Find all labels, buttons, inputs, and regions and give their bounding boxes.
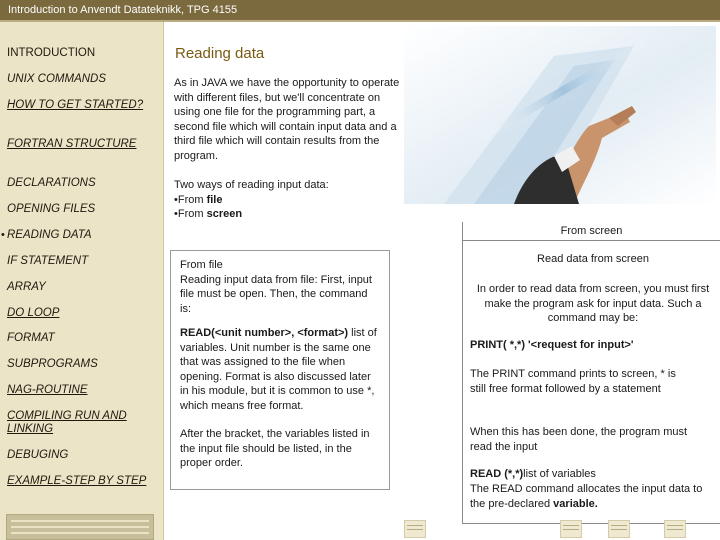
ways-item-screen: •From screen [174,208,243,220]
sidebar-item-format[interactable]: FORMAT [7,332,55,344]
after-bracket-text: After the bracket, the variables listed in the input file should be listed, in the proper order. [180,428,370,469]
read-command-desc: READ(<unit number>, <format>) list of variables. Unit number is the same one that was assigned to the file when opening. Format is also discussed later in his module, but it is common to use *, which means free format. [180,327,377,412]
intro-paragraph: As in JAVA we have the opportunity to operate with different files, but we'll concentrate on using one file for the programming part, a second file which will contain input data and a third file which will contain results from the program. [174,77,400,162]
sidebar-nav [0,22,164,540]
sidebar-item-example-step-by-step[interactable]: EXAMPLE-STEP BY STEP [7,475,147,487]
screen-print-command: PRINT( *,*) '<request for input>' [470,339,634,351]
sidebar-item-fortran-structure[interactable]: FORTRAN STRUCTURE [7,138,137,150]
screen-p1: Read data from screen [537,253,649,265]
current-item-bullet: • [1,229,5,241]
screen-p5: When this has been done, the program must read the input [470,426,688,453]
sidebar-item-subprograms[interactable]: SUBPROGRAMS [7,358,98,370]
footer-logo-icon [404,520,426,538]
screen-p7: The READ command allocates the input data to the pre-declared variable. [470,483,703,510]
footer-logo-icon [664,520,686,538]
sidebar-item-unix-commands[interactable]: UNIX COMMANDS [7,73,107,85]
sidebar-item-array[interactable]: ARRAY [7,281,46,293]
sidebar-item-debuging[interactable]: DEBUGING [7,449,69,461]
sidebar-item-do-loop[interactable]: DO LOOP [7,307,60,319]
ways-item-file: •From file [174,193,223,206]
ways-list [174,178,402,222]
sidebar-item-declarations[interactable]: DECLARATIONS [7,177,96,189]
screen-p2: In order to read data from screen, you must first make the program ask for input data. Such a command may be: [476,283,710,324]
footer-logo-icon [560,520,582,538]
from-file-content [180,258,380,471]
faculty-logo-icon [6,514,154,540]
sidebar-item-nag-routine[interactable]: NAG-ROUTINE [7,384,88,396]
sidebar-item-reading-data[interactable] [1,229,157,242]
from-screen-header: From screen [463,222,720,241]
sidebar-item-if-statement[interactable]: IF STATEMENT [7,255,89,267]
sidebar-item-introduction[interactable]: INTRODUCTION [7,47,96,59]
pointing-hand-photo-icon [404,26,716,204]
sidebar-item-how-to-get-started[interactable]: HOW TO GET STARTED? [7,99,144,111]
page-title: Reading data [175,45,265,62]
from-file-title: From file [180,259,223,271]
window-title: Introduction to Anvendt Datateknikk, TPG 4155 [8,4,238,16]
from-file-text: Reading input data from file: First, input file must be open. Then, the command is: [180,273,372,315]
ways-title: Two ways of reading input data: [174,179,329,191]
screen-read-command: READ (*,*)list of variables [470,468,596,480]
screen-p4: The PRINT command prints to screen, * is still free format followed by a statement [470,368,676,395]
header-bar [0,0,720,22]
sidebar-item-compiling-run-linking[interactable]: COMPILING RUN AND LINKING [7,410,127,435]
footer-logo-icon [608,520,630,538]
sidebar-item-opening-files[interactable]: OPENING FILES [7,203,96,215]
sidebar-item-label: READING DATA [7,229,92,241]
